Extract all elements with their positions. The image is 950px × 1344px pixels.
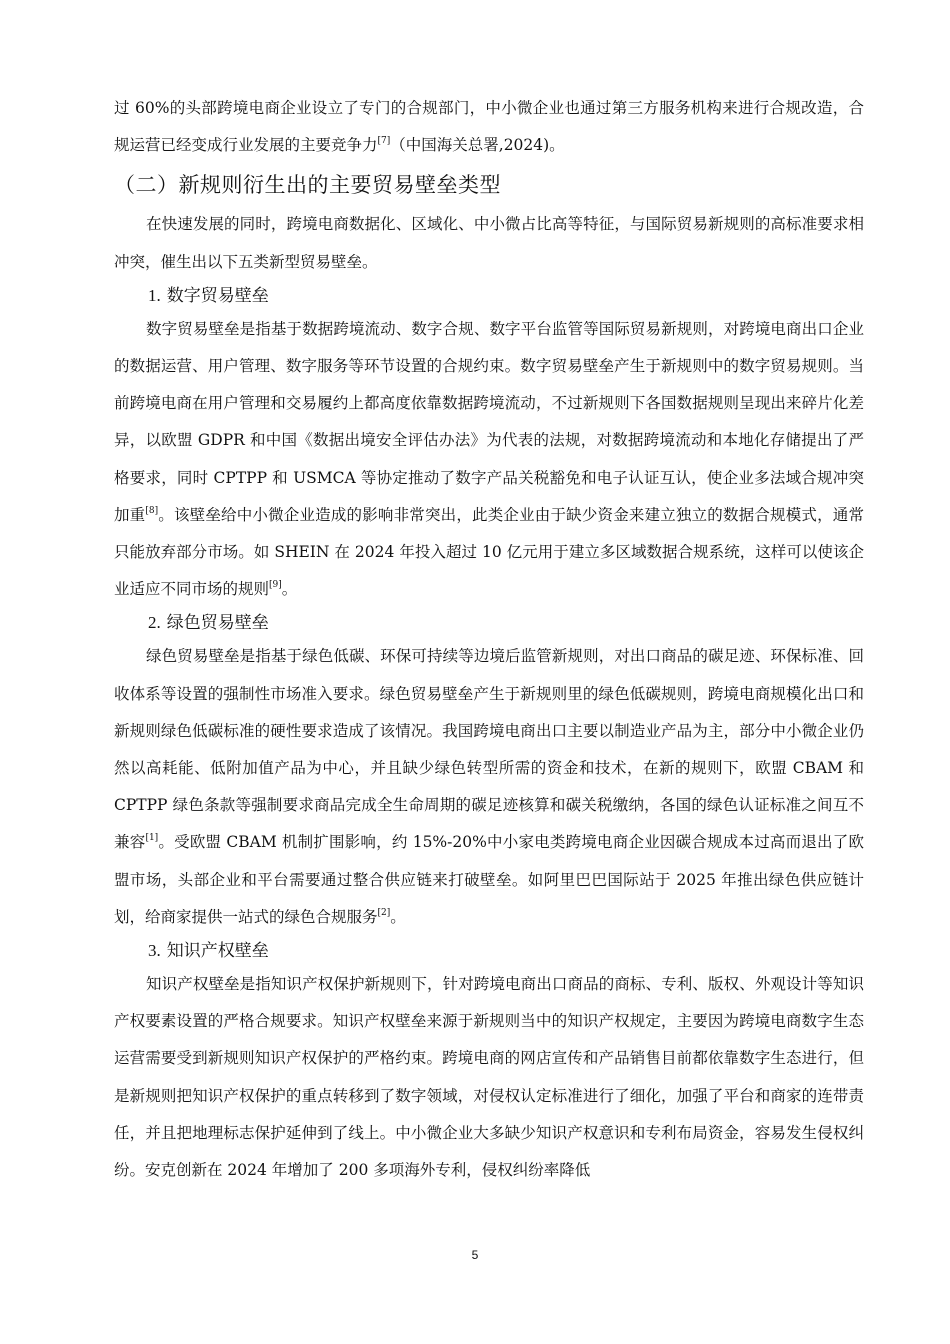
paragraph-digital-trade [114,311,864,609]
section-heading: （二）新规则衍生出的主要贸易壁垒类型 [114,173,501,198]
subsection-title: 数字贸易壁垒 [166,285,269,306]
paragraph-text: （中国海关总署,2024)。 [390,136,565,155]
paragraph-text: 绿色贸易壁垒是指基于绿色低碳、环保可持续等边境后监管新规则，对出口商品的碳足迹、环保标准、回收体系等设置的强制性市场准入要求。绿色贸易壁垒产生于新规则里的绿色低碳规则，跨境电商规模化出口和新规则绿色低碳标准的硬性要求造成了该情况。我国跨境电商出口主要以制造业产品为主，部分中小微企业仍然以高耗能、低附加值产品为中心，并且缺少绿色转型所需的资金和技术，在新的规则下，欧盟 CBAM 和 CPTPP 绿色条款等强制要求商品完成全生命周期的碳足迹核算和碳关税缴纳，各国的绿色认证标准之间互不兼容 [114,647,864,852]
subsection-number: 3. [148,941,161,961]
intro-paragraph: 在快速发展的同时，跨境电商数据化、区域化、中小微占比高等特征，与国际贸易新规则的高标准要求相冲突，催生出以下五类新型贸易壁垒。 [114,215,864,271]
page-content [114,90,864,1189]
subsection-title: 知识产权壁垒 [166,941,269,962]
paragraph-text: 。 [281,580,298,599]
paragraph-ip: 知识产权壁垒是指知识产权保护新规则下，针对跨境电商出口商品的商标、专利、版权、外观设计等知识产权要素设置的严格合规要求。知识产权壁垒来源于新规则当中的知识产权规定，主要因为跨境电商数字生态运营需要受到新规则知识产权保护的严格约束。跨境电商的网店宣传和产品销售目前都依靠数字生态进行，但是新规则把知识产权保护的重点转移到了数字领域，对侵权认定标准进行了细化，加强了平台和商家的连带责任，并且把地理标志保护延伸到了线上。中小微企业大多缺少知识产权意识和专利布局资金，容易发生侵权纠纷。安克创新在 2024 年增加了 200 多项海外专利，侵权纠纷率降低 [114,975,864,1180]
paragraph-continuation [114,90,864,164]
subsection-title: 绿色贸易壁垒 [166,613,269,634]
paragraph-text: 。 [390,907,406,926]
subsection-heading-digital-trade [114,281,864,311]
citation-ref: [8] [145,505,159,516]
page-number: 5 [471,1248,479,1262]
paragraph-text: 过 60%的头部跨境电商企业设立了专门的合规部门，中小微企业也通过第三方服务机构来进行合规改造，合规运营已经变成行业发展的主要竞争力 [114,99,864,155]
subsection-number: 1. [148,285,161,305]
paragraph-text: 数字贸易壁垒是指基于数据跨境流动、数字合规、数字平台监管等国际贸易新规则，对跨境电商出口企业的数据运营、用户管理、数字服务等环节设置的合规约束。数字贸易壁垒产生于新规则中的数字贸易规则。当前跨境电商在用户管理和交易履约上都高度依靠数据跨境流动，不过新规则下各国数据规则呈现出来碎片化差异，以欧盟 GDPR 和中国《数据出境安全评估办法》为代表的法规，对数据跨境流动和本地化存储提出了严格要求，同时 CPTPP 和 USMCA 等协定推动了数字产品关税豁免和电子认证互认，使企业多法域合规冲突加重 [114,319,864,524]
citation-ref: [9] [269,580,282,591]
paragraph-green-trade [114,638,864,936]
paragraph-text: 。该壁垒给中小微企业造成的影响非常突出，此类企业由于缺少资金来建立独立的数据合规模式，通常只能放弃部分市场。如 SHEIN 在 2024 年投入超过 10 亿元用于建立多区域数据合规系统，这样可以使该企业适应不同市场的规则 [114,505,864,599]
citation-ref: [1] [145,833,159,844]
citation-ref: [7] [377,136,391,147]
subsection-heading-green-trade [114,608,864,638]
paragraph-text: 。受欧盟 CBAM 机制扩围影响，约 15%-20%中小家电类跨境电商企业因碳合规成本过高而退出了欧盟市场，头部企业和平台需要通过整合供应链来打破壁垒。如阿里巴巴国际站于 2025 年推出绿色供应链计划，给商家提供一站式的绿色合规服务 [114,833,864,926]
citation-ref: [2] [377,907,391,918]
subsection-number: 2. [148,613,161,633]
subsection-heading-ip [114,936,864,966]
